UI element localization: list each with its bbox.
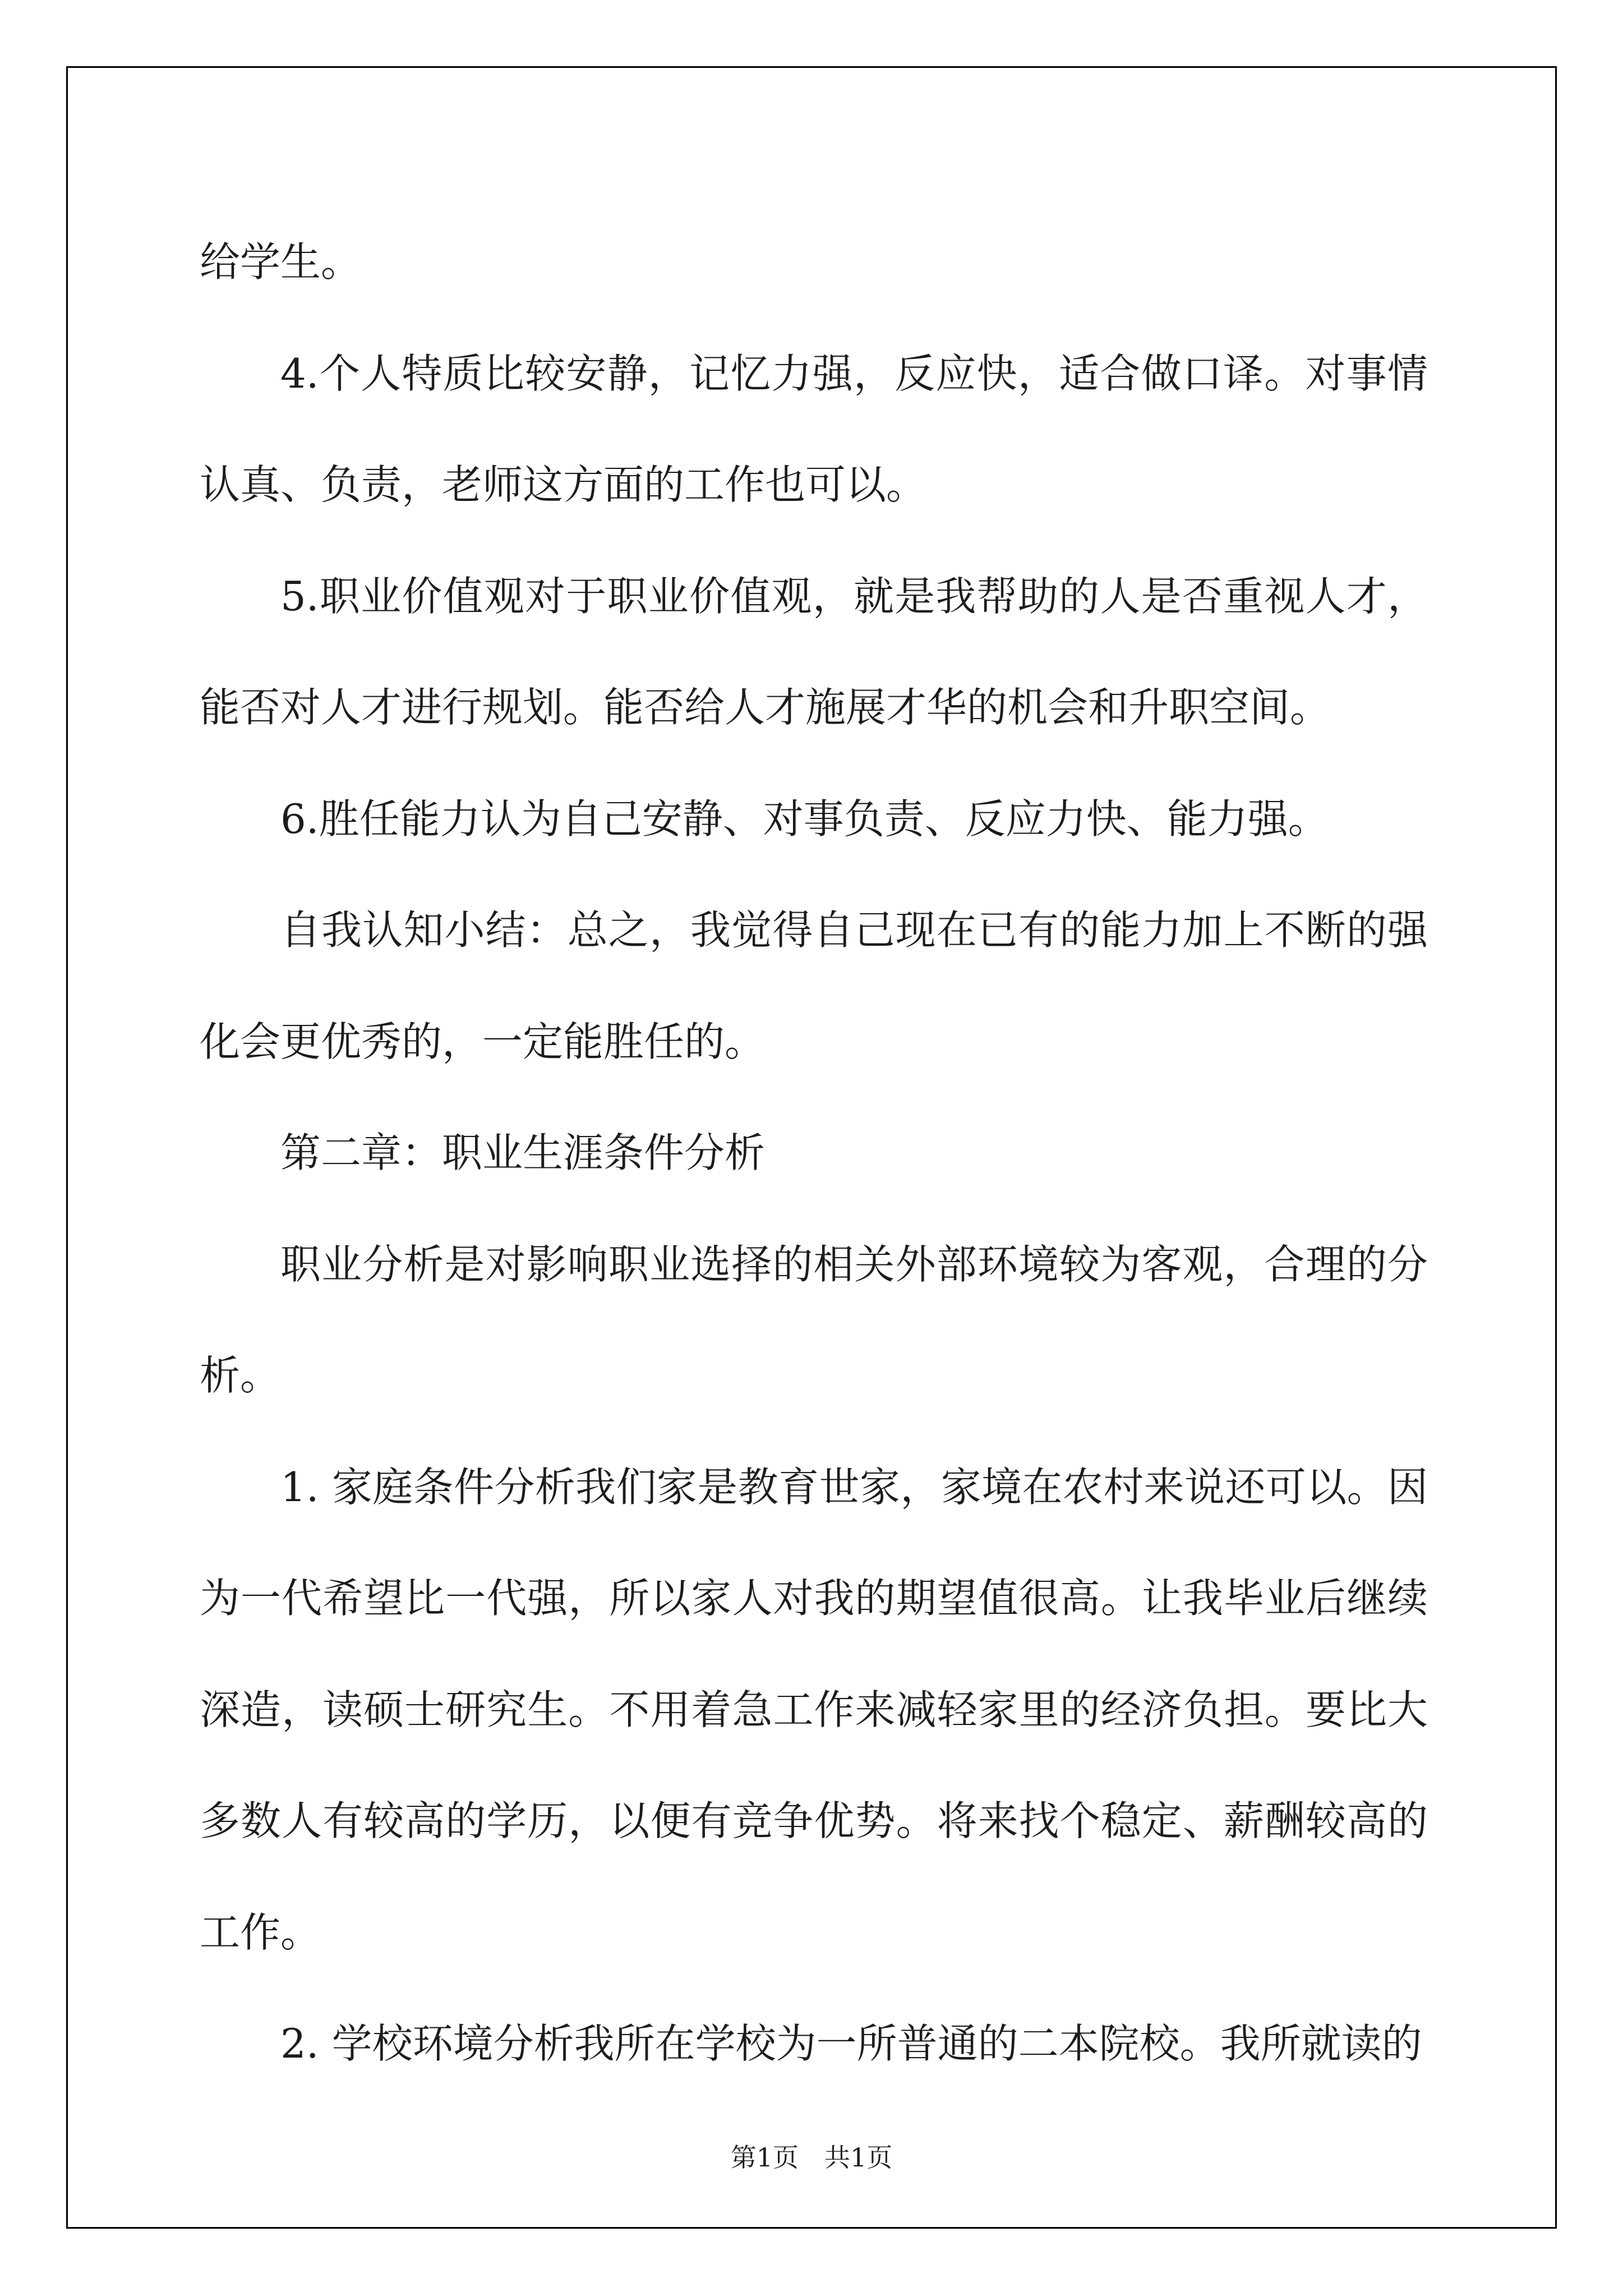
- paragraph: 6.胜任能力认为自己安静、对事负责、反应力快、能力强。: [280, 795, 1329, 843]
- paragraph: 5.职业价值观对于职业价值观，就是我帮助的人是否重视人才，能否对人才进行规划。能否给人才施展才华的机会和升职空间。: [200, 572, 1428, 731]
- paragraph: 职业分析是对影响职业选择的相关外部环境较为客观，合理的分析。: [200, 1240, 1428, 1399]
- document-body: [200, 206, 1428, 2100]
- paragraph: 给学生。: [200, 238, 362, 286]
- paragraph: 2. 学校环境分析我所在学校为一所普通的二本院校。我所就读的: [280, 2020, 1422, 2067]
- paragraph: 1. 家庭条件分析我们家是教育世家，家境在农村来说还可以。因为一代希望比一代强，所以家人对我的期望值很高。让我毕业后继续深造，读硕士研究生。不用着急工作来减轻家里的经济负担。要比大多数人有较高的学历，以便有竞争优势。将来找个稳定、薪酬较高的工作。: [200, 1463, 1428, 1956]
- paragraph: 自我认知小结：总之，我觉得自己现在已有的能力加上不断的强化会更优秀的，一定能胜任的。: [200, 907, 1428, 1065]
- paragraph: 4.个人特质比较安静，记忆力强，反应快，适合做口译。对事情认真、负责，老师这方面的工作也可以。: [200, 349, 1428, 508]
- page-footer: 第1页 共1页: [730, 2142, 893, 2173]
- chapter-heading: 第二章：职业生涯条件分析: [280, 1129, 766, 1176]
